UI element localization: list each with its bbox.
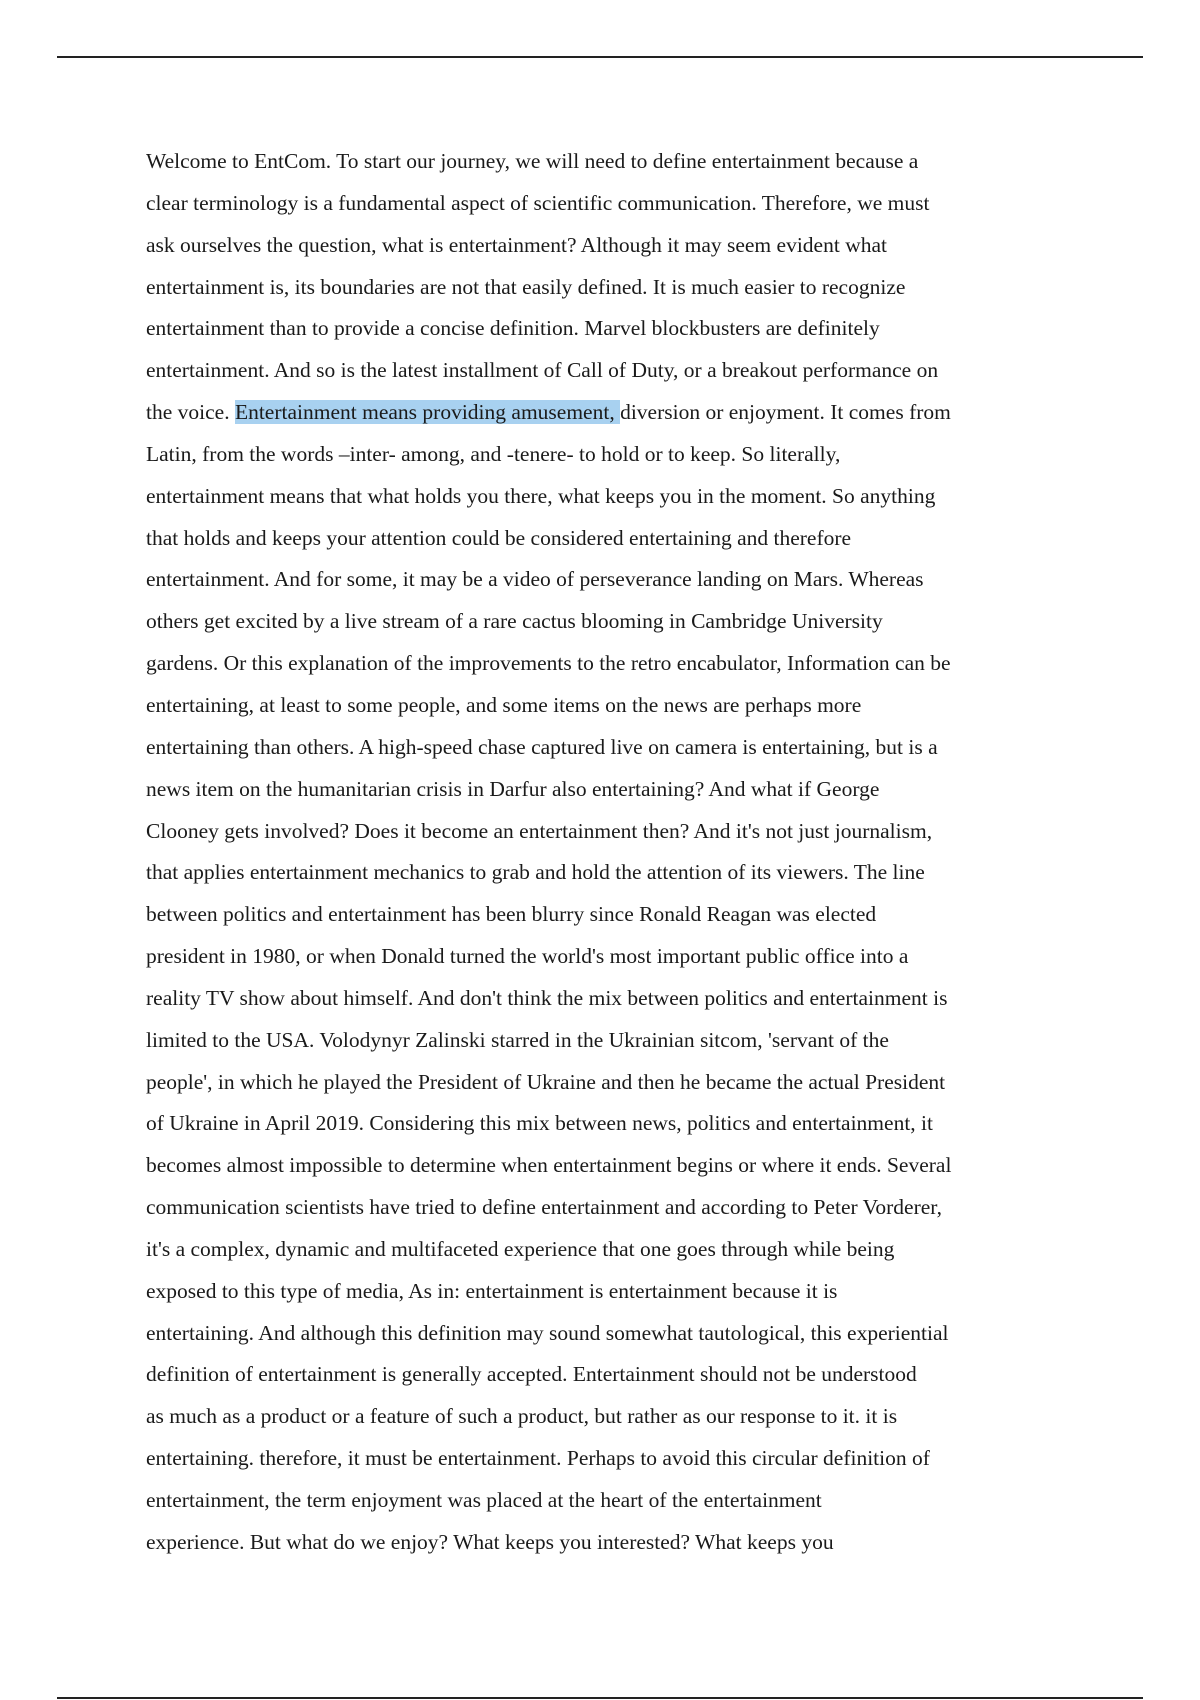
text-line: entertainment means that what holds you there, what keeps you in the moment. So anything: [146, 483, 936, 508]
text-line: entertaining than others. A high-speed chase captured live on camera is entertaining, but is a: [146, 734, 938, 759]
text-line: clear terminology is a fundamental aspect of scientific communication. Therefore, we must: [146, 190, 930, 215]
text-line: news item on the humanitarian crisis in Darfur also entertaining? And what if George: [146, 776, 880, 801]
text-line: others get excited by a live stream of a rare cactus blooming in Cambridge University: [146, 609, 883, 634]
text-line: Welcome to EntCom. To start our journey, we will need to define entertainment because a: [146, 149, 919, 173]
page-top-rule: [57, 56, 1143, 58]
text-line: of Ukraine in April 2019. Considering this mix between news, politics and entertainment, it: [146, 1111, 933, 1136]
text-line-with-highlight: [146, 392, 1066, 434]
text-line: that holds and keeps your attention could be considered entertaining and therefore: [146, 525, 852, 550]
text-line: communication scientists have tried to define entertainment and according to Peter Vorderer,: [146, 1195, 942, 1220]
text-line: entertainment. And for some, it may be a video of perseverance landing on Mars. Whereas: [146, 567, 924, 592]
text-line: entertaining. And although this definition may sound somewhat tautological, this experiential: [146, 1320, 949, 1345]
text-line: entertainment. And so is the latest installment of Call of Duty, or a breakout performance on: [146, 358, 939, 383]
text-line: president in 1980, or when Donald turned the world's most important public office into a: [146, 944, 909, 969]
text-line: limited to the USA. Volodynyr Zalinski starred in the Ukrainian sitcom, 'servant of the: [146, 1027, 889, 1052]
text-segment: the voice.: [146, 400, 235, 425]
text-line: people', in which he played the President of Ukraine and then he became the actual President: [146, 1069, 946, 1094]
text-line: between politics and entertainment has been blurry since Ronald Reagan was elected: [146, 902, 877, 927]
text-line: entertainment, the term enjoyment was placed at the heart of the entertainment: [146, 1488, 822, 1512]
text-line: as much as a product or a feature of such a product, but rather as our response to it. it is: [146, 1404, 898, 1429]
page-bottom-rule: [57, 1697, 1143, 1699]
text-line: becomes almost impossible to determine when entertainment begins or where it ends. Several: [146, 1153, 952, 1178]
text-line: reality TV show about himself. And don't think the mix between politics and entertainment is: [146, 985, 948, 1010]
highlighted-text[interactable]: Entertainment means providing amusement,: [234, 400, 621, 425]
text-line: entertaining. therefore, it must be entertainment. Perhaps to avoid this circular definition of: [146, 1446, 930, 1471]
text-line: entertaining, at least to some people, and some items on the news are perhaps more: [146, 692, 862, 717]
text-line: entertainment than to provide a concise definition. Marvel blockbusters are definitely: [146, 316, 880, 341]
text-line: ask ourselves the question, what is entertainment? Although it may seem evident what: [146, 232, 887, 257]
text-line: Clooney gets involved? Does it become an entertainment then? And it's not just journalism,: [146, 818, 933, 843]
text-line: Latin, from the words –inter- among, and -tenere- to hold or to keep. So literally,: [146, 441, 841, 466]
text-line: it's a complex, dynamic and multifaceted experience that one goes through while being: [146, 1236, 895, 1261]
text-line: definition of entertainment is generally accepted. Entertainment should not be understood: [146, 1362, 917, 1387]
text-line: entertainment is, its boundaries are not that easily defined. It is much easier to recognize: [146, 274, 906, 299]
text-segment: diversion or enjoyment. It comes from: [620, 400, 951, 425]
text-line: exposed to this type of media, As in: entertainment is entertainment because it is: [146, 1278, 838, 1303]
text-line: experience. But what do we enjoy? What keeps you interested? What keeps you: [146, 1529, 834, 1554]
document-body: [146, 141, 1066, 1564]
text-line: gardens. Or this explanation of the improvements to the retro encabulator, Information can be: [146, 651, 951, 676]
text-line: that applies entertainment mechanics to grab and hold the attention of its viewers. The line: [146, 860, 925, 885]
